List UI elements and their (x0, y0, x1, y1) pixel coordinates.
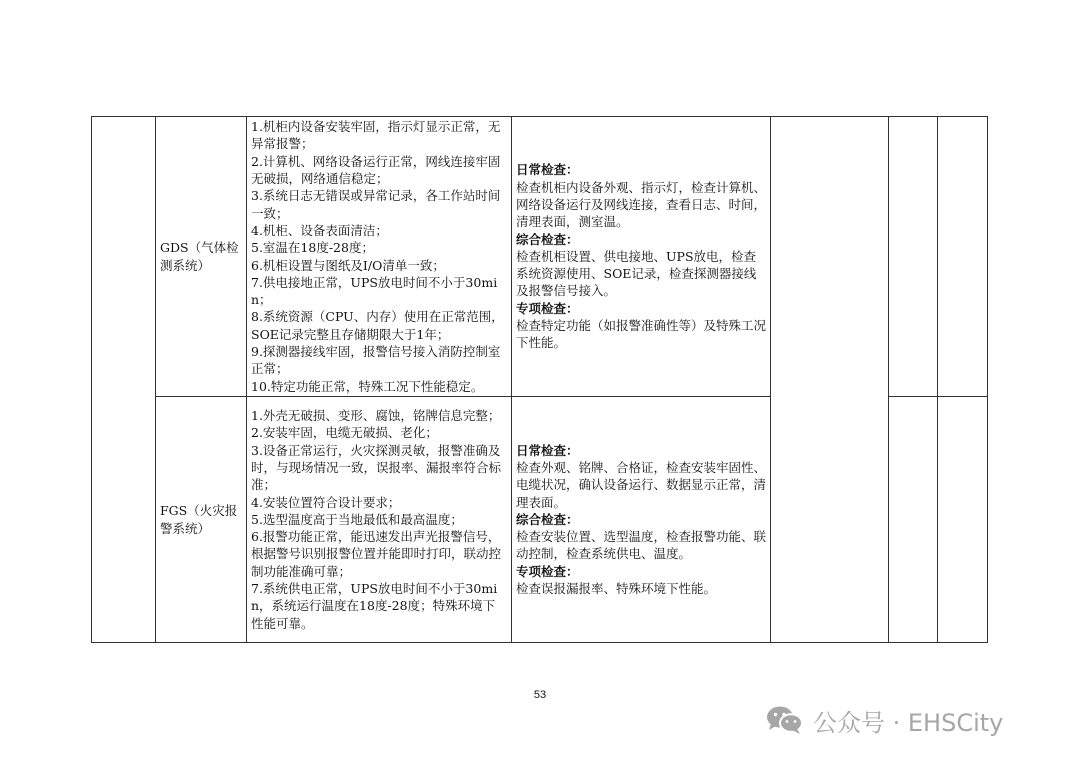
watermark (765, 702, 1003, 738)
method-title: 专项检查： (516, 300, 579, 316)
category-cell (92, 117, 156, 643)
watermark-text: 公众号 · EHSCity (813, 708, 1004, 737)
system-name-cell (156, 397, 247, 643)
criteria-item: 1.机柜内设备安装牢固，指示灯显示正常，无异常报警； (251, 119, 501, 152)
empty-cell (938, 397, 988, 643)
method-title: 综合检查： (516, 511, 579, 527)
method-text: 检查外观、铭牌、合格证，检查安装牢固性、电缆状况，确认设备运行、数据显示正常，清理表面。 (516, 459, 767, 510)
system-name: GDS（气体检测系统） (160, 240, 239, 273)
method-text: 检查安装位置、选型温度，检查报警功能、联动控制，检查系统供电、温度。 (516, 529, 767, 562)
criteria-item: 4.机柜、设备表面清洁； (251, 222, 388, 238)
method-text: 检查误报漏报率、特殊环境下性能。 (516, 581, 717, 597)
criteria-item: 6.机柜设置与图纸及I/O清单一致； (251, 257, 445, 273)
method-title: 专项检查： (516, 563, 579, 579)
method-title: 日常检查： (516, 442, 579, 458)
criteria-cell (247, 397, 512, 643)
criteria-item: 5.选型温度高于当地最低和最高温度； (251, 511, 463, 527)
empty-cell (889, 397, 938, 643)
method-text: 检查机柜设置、供电接地、UPS放电，检查系统资源使用、SOE记录，检查探测器接线及报警信号接入。 (516, 248, 757, 299)
empty-cell (889, 117, 938, 397)
table-row-gds (92, 117, 988, 397)
method-cell (512, 397, 771, 643)
system-name-cell (156, 117, 247, 397)
criteria-item: 10.特定功能正常，特殊工况下性能稳定。 (251, 378, 484, 394)
system-name: FGS（火灾报警系统） (160, 503, 238, 536)
criteria-cell (247, 117, 512, 397)
empty-cell (771, 117, 889, 643)
criteria-item: 4.安装位置符合设计要求； (251, 494, 401, 510)
empty-cell (938, 117, 988, 397)
page-number: 53 (533, 689, 547, 701)
criteria-item: 2.计算机、网络设备运行正常，网线连接牢固无破损，网络通信稳定； (251, 153, 501, 187)
criteria-item: 3.设备正常运行，火灾探测灵敏，报警准确及时，与现场情况一致，误报率、漏报率符合标准； (251, 442, 502, 493)
method-cell (512, 117, 771, 397)
criteria-item: 5.室温在18度-28度； (251, 240, 374, 256)
method-title: 综合检查： (516, 231, 579, 247)
criteria-item: 2.安装牢固，电缆无破损、老化； (251, 425, 438, 441)
method-title: 日常检查： (516, 162, 579, 178)
criteria-item: 1.外壳无破损、变形、腐蚀，铭牌信息完整； (251, 408, 501, 424)
criteria-item: 7.供电接地正常，UPS放电时间不小于30min； (251, 274, 498, 308)
wechat-icon (765, 704, 805, 736)
method-text: 检查特定功能（如报警准确性等）及特殊工况下性能。 (516, 318, 767, 351)
criteria-item: 8.系统资源（CPU、内存）使用在正常范围，SOE记录完整且存储期限大于1年； (251, 309, 504, 342)
criteria-item: 7.系统供电正常，UPS放电时间不小于30min，系统运行温度在18度-28度；特殊环境下性能可靠。 (251, 581, 498, 631)
criteria-item: 6.报警功能正常，能迅速发出声光报警信号，根据警号识别报警位置并能即时打印，联动控制功能准确可靠； (251, 529, 502, 579)
criteria-item: 3.系统日志无错误或异常记录，各工作站时间一致； (251, 188, 501, 221)
criteria-item: 9.探测器接线牢固，报警信号接入消防控制室正常； (251, 343, 501, 377)
method-text: 检查机柜内设备外观、指示灯，检查计算机、网络设备运行及网线连接，查看日志、时间，清理表面，测室温。 (516, 179, 767, 230)
inspection-table (91, 116, 988, 643)
